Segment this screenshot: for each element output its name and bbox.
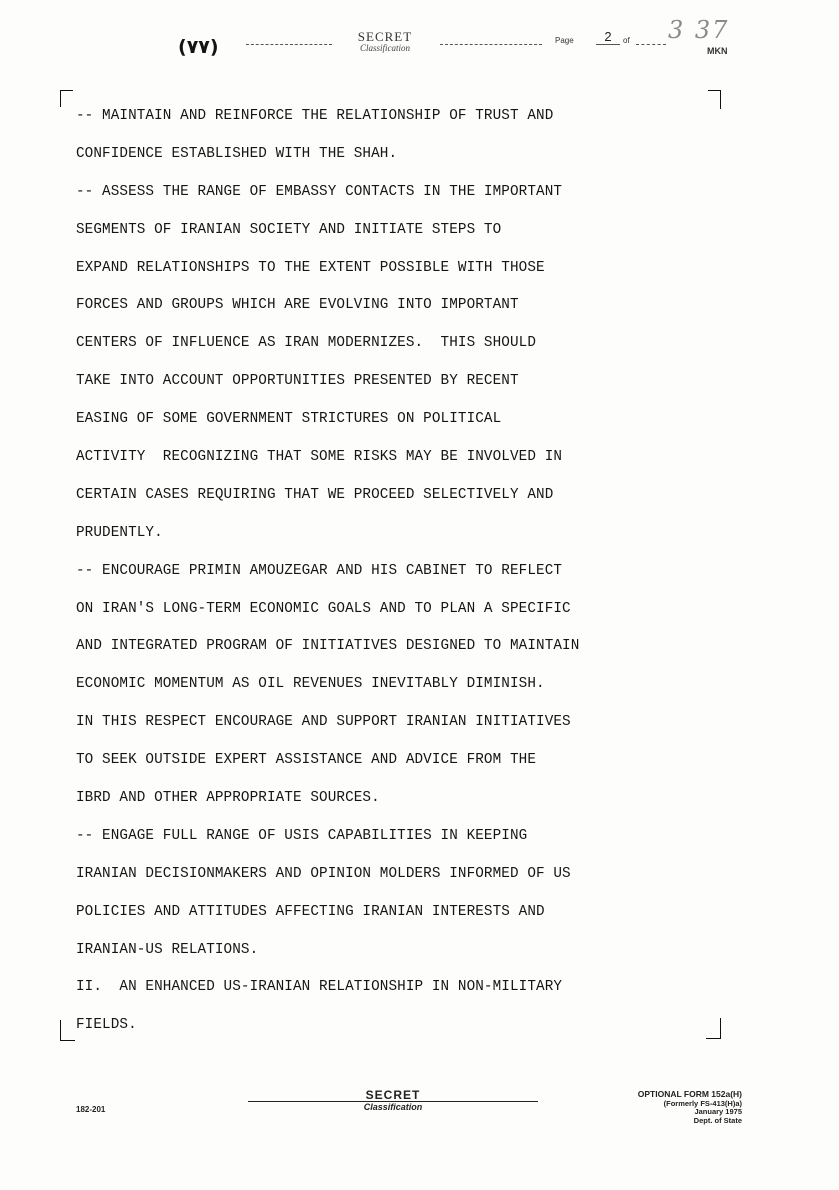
body-line: AND INTEGRATED PROGRAM OF INITIATIVES DESIGNED TO MAINTAIN	[76, 638, 580, 655]
body-line: CONFIDENCE ESTABLISHED WITH THE SHAH.	[76, 145, 398, 162]
initials: MKN	[707, 46, 728, 56]
body-line: -- MAINTAIN AND REINFORCE THE RELATIONSHIP OF TRUST AND	[76, 108, 554, 124]
body-line: -- ENGAGE FULL RANGE OF USIS CAPABILITIES IN KEEPING	[76, 827, 528, 844]
bracket-bottom-left	[60, 1020, 75, 1041]
body-line: IN THIS RESPECT ENCOURAGE AND SUPPORT IRANIAN INITIATIVES	[76, 714, 571, 731]
form-dept: Dept. of State	[693, 1115, 742, 1125]
page-label: Page	[555, 36, 574, 45]
body-line: EXPAND RELATIONSHIPS TO THE EXTENT POSSIBLE WITH THOSE	[76, 259, 545, 276]
page-number: 2	[596, 30, 620, 45]
form-code: 182-201	[76, 1105, 106, 1114]
body-line: IRANIAN DECISIONMAKERS AND OPINION MOLDERS INFORMED OF US	[76, 865, 571, 882]
footer-classification-label: Classification	[363, 1102, 423, 1112]
handwritten-number: 3 37	[668, 16, 730, 44]
body-line: PRUDENTLY.	[76, 524, 163, 541]
body-line: II. AN ENHANCED US-IRANIAN RELATIONSHIP IN NON-MILITARY	[76, 979, 563, 996]
header-rule-right	[440, 44, 542, 45]
body-line: CENTERS OF INFLUENCE AS IRAN MODERNIZES. THIS SHOULD	[76, 335, 537, 352]
of-rule	[636, 44, 666, 45]
body-line: TAKE INTO ACCOUNT OPPORTUNITIES PRESENTED BY RECENT	[76, 373, 519, 390]
body-line: -- ENCOURAGE PRIMIN AMOUZEGAR AND HIS CABINET TO REFLECT	[76, 562, 563, 579]
body-line: FORCES AND GROUPS WHICH ARE EVOLVING INTO IMPORTANT	[76, 297, 519, 314]
footer-classification-word: SECRET	[365, 1088, 421, 1102]
document-body	[76, 98, 766, 1045]
body-line: ON IRAN'S LONG-TERM ECONOMIC GOALS AND TO PLAN A SPECIFIC	[76, 600, 571, 617]
form-info	[560, 1090, 742, 1125]
header-rule-left	[246, 44, 332, 45]
body-line: FIELDS.	[76, 1017, 137, 1034]
form-name: OPTIONAL FORM 152a(H)	[637, 1089, 742, 1099]
footer-classification	[248, 1089, 538, 1113]
header-classification-word: SECRET	[357, 29, 413, 44]
body-line: ECONOMIC MOMENTUM AS OIL REVENUES INEVITABLY DIMINISH.	[76, 676, 545, 693]
body-line: CERTAIN CASES REQUIRING THAT WE PROCEED SELECTIVELY AND	[76, 486, 554, 503]
bracket-top-left	[60, 90, 73, 107]
body-line: ACTIVITY RECOGNIZING THAT SOME RISKS MAY BE INVOLVED IN	[76, 449, 563, 466]
form-date: January 1975	[694, 1107, 742, 1116]
header-classification-label: Classification	[359, 43, 410, 53]
body-line: POLICIES AND ATTITUDES AFFECTING IRANIAN INTERESTS AND	[76, 903, 545, 920]
body-line: SEGMENTS OF IRANIAN SOCIETY AND INITIATE STEPS TO	[76, 221, 502, 238]
body-line: -- ASSESS THE RANGE OF EMBASSY CONTACTS IN THE IMPORTANT	[76, 183, 563, 200]
body-line: TO SEEK OUTSIDE EXPERT ASSISTANCE AND ADVICE FROM THE	[76, 752, 537, 769]
body-line: EASING OF SOME GOVERNMENT STRICTURES ON POLITICAL	[76, 411, 502, 428]
body-line: IBRD AND OTHER APPROPRIATE SOURCES.	[76, 790, 380, 807]
form-formerly: (Formerly FS-413(H)a)	[663, 1098, 742, 1108]
body-line: IRANIAN-US RELATIONS.	[76, 941, 259, 958]
arabic-page-number: (٧٧)	[178, 36, 219, 58]
of-label: of	[623, 36, 630, 45]
header-classification	[330, 30, 440, 53]
